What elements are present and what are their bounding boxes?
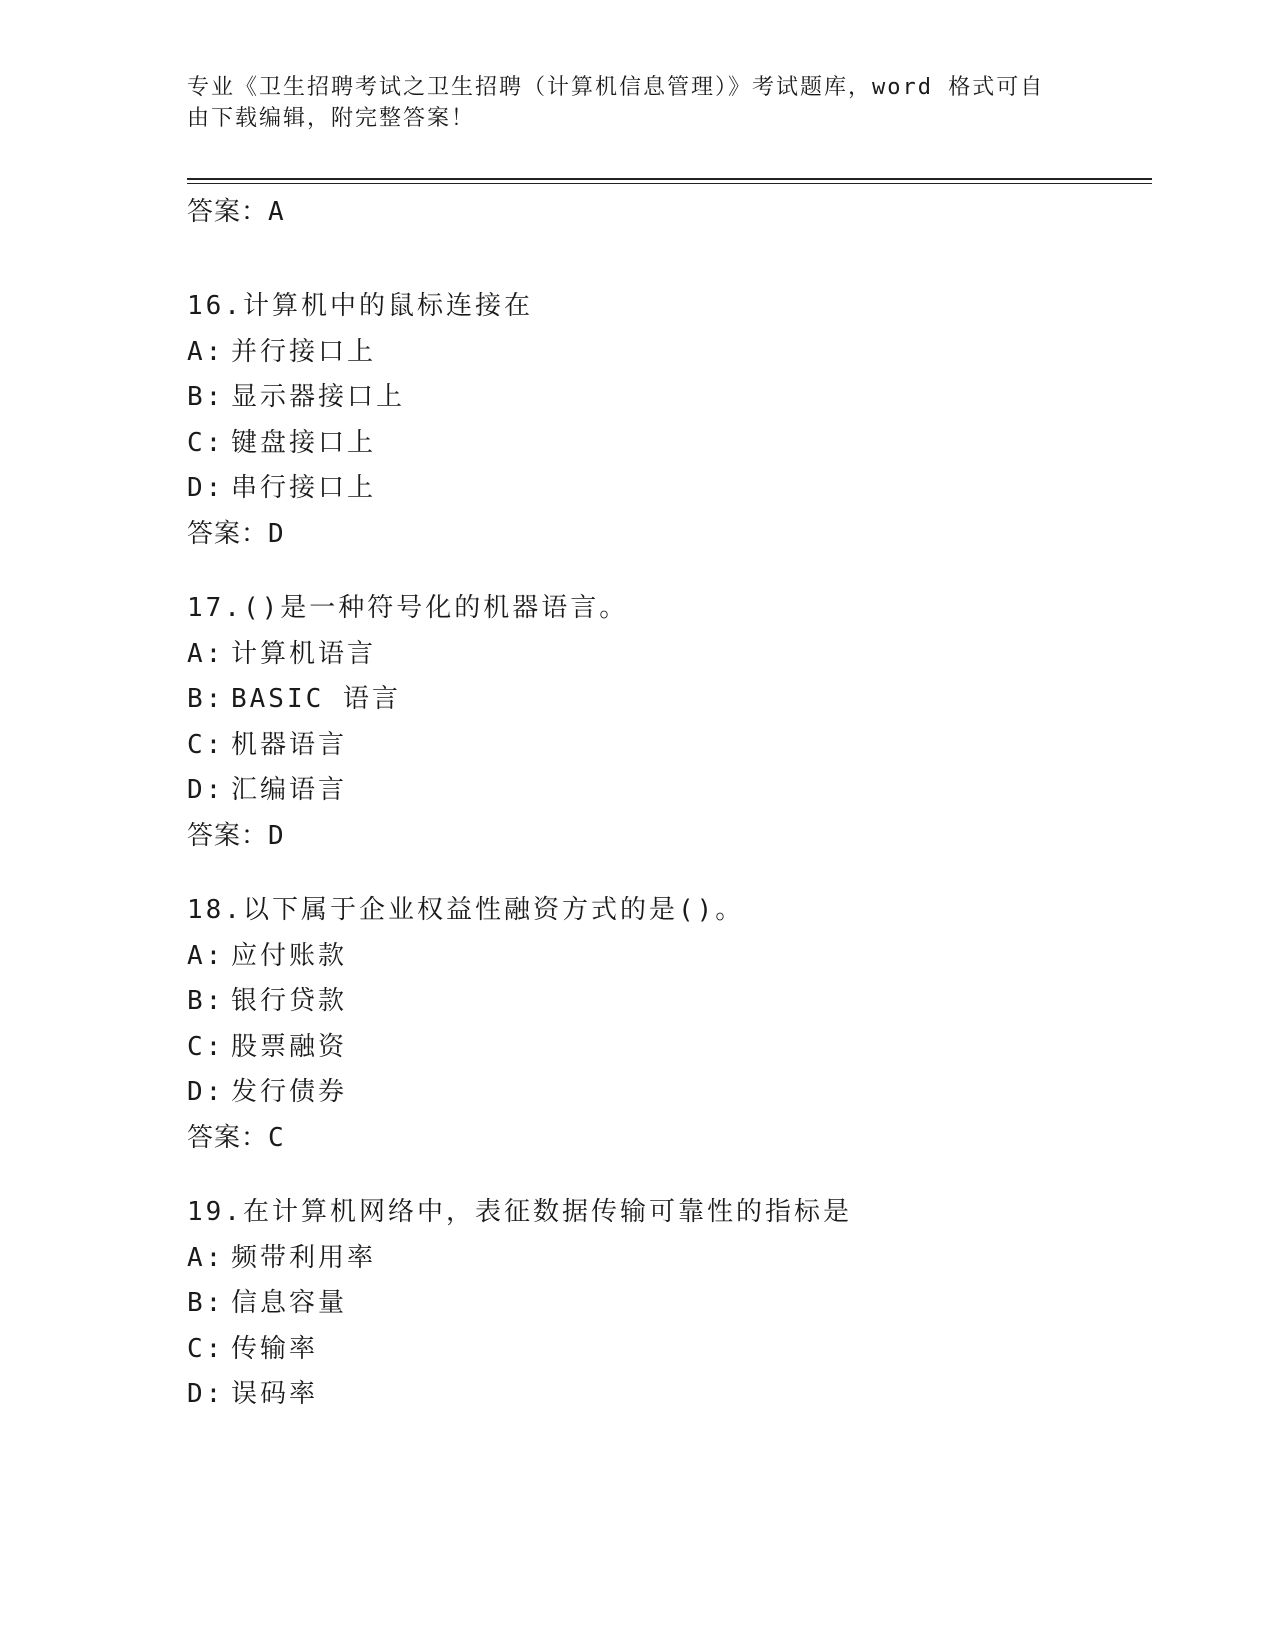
option-text: 键盘接口上 (231, 427, 377, 458)
question-stem: 19.在计算机网络中，表征数据传输可靠性的指标是 (187, 1197, 852, 1227)
question-19 (187, 1190, 1147, 1418)
option-c (187, 421, 1147, 467)
header-line-2: 由下载编辑，附完整答案！ (187, 106, 476, 131)
option-a (187, 934, 1147, 980)
answer-text: 答案：C (187, 1122, 285, 1153)
option-key: D: (187, 1379, 225, 1409)
option-c (187, 1025, 1147, 1071)
document-header (187, 72, 1087, 134)
option-key: C: (187, 1031, 225, 1062)
option-key: C: (187, 1333, 225, 1364)
option-c (187, 723, 1147, 769)
question-17 (187, 586, 1147, 859)
option-key: C: (187, 427, 225, 458)
option-text: 频带利用率 (231, 1242, 377, 1273)
option-key: D: (187, 1077, 225, 1107)
header-divider (187, 178, 1152, 184)
option-d (187, 466, 1147, 512)
option-text: 误码率 (231, 1379, 319, 1409)
answer-text: 答案：A (187, 197, 285, 227)
option-key: B: (187, 382, 225, 412)
option-key: D: (187, 473, 225, 503)
option-key: C: (187, 729, 225, 760)
option-text: 应付账款 (231, 940, 348, 971)
question-stem: 17.()是一种符号化的机器语言。 (187, 593, 629, 623)
option-text: 发行债券 (231, 1077, 348, 1107)
option-text: 汇编语言 (231, 775, 348, 805)
option-text: BASIC 语言 (231, 684, 401, 714)
option-b (187, 375, 1147, 421)
option-text: 并行接口上 (231, 336, 377, 367)
option-key: B: (187, 986, 225, 1016)
option-a (187, 330, 1147, 376)
option-key: A: (187, 1242, 225, 1273)
option-key: D: (187, 775, 225, 805)
header-line-1: 专业《卫生招聘考试之卫生招聘（计算机信息管理）》考试题库，word 格式可自 (187, 75, 1045, 100)
option-c (187, 1327, 1147, 1373)
option-text: 计算机语言 (231, 638, 377, 669)
option-d (187, 768, 1147, 814)
option-text: 机器语言 (231, 729, 348, 760)
answer-text: 答案：D (187, 820, 285, 851)
answer-text: 答案：D (187, 518, 285, 549)
option-key: A: (187, 638, 225, 669)
question-stem: 16.计算机中的鼠标连接在 (187, 291, 533, 321)
question-18 (187, 888, 1147, 1161)
option-b (187, 677, 1147, 723)
option-d (187, 1372, 1147, 1418)
option-a (187, 1236, 1147, 1282)
option-b (187, 1281, 1147, 1327)
question-stem: 18.以下属于企业权益性融资方式的是()。 (187, 895, 745, 925)
option-text: 银行贷款 (231, 986, 348, 1016)
option-key: B: (187, 684, 225, 714)
option-text: 股票融资 (231, 1031, 348, 1062)
question-list (187, 284, 1147, 1447)
option-key: B: (187, 1288, 225, 1318)
option-d (187, 1070, 1147, 1116)
option-b (187, 979, 1147, 1025)
option-text: 信息容量 (231, 1288, 348, 1318)
question-16 (187, 284, 1147, 557)
option-key: A: (187, 336, 225, 367)
option-key: A: (187, 940, 225, 971)
option-text: 传输率 (231, 1333, 319, 1364)
option-a (187, 632, 1147, 678)
option-text: 显示器接口上 (231, 382, 406, 412)
option-text: 串行接口上 (231, 473, 377, 503)
